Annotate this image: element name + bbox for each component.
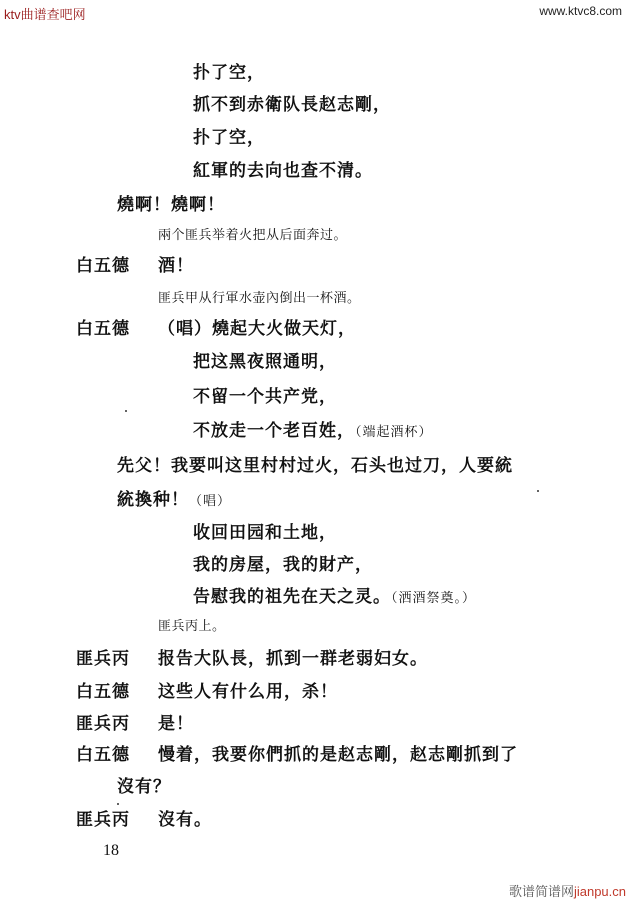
line-text: 先父！我要叫这里村村过火，石头也过刀，人要統 — [117, 456, 513, 476]
script-line — [193, 550, 373, 575]
script-line — [193, 90, 391, 115]
dialogue-line — [76, 677, 338, 702]
stage-direction — [158, 224, 347, 243]
line-text: 扑了空， — [193, 63, 265, 83]
line-text: 扑了空， — [193, 128, 265, 148]
script-line — [117, 772, 171, 797]
script-line — [193, 347, 337, 372]
script-line — [193, 582, 476, 607]
line-text: 我的房屋，我的財产， — [193, 555, 373, 575]
line-text: 告慰我的祖先在天之灵。 — [193, 587, 391, 607]
watermark-bottom-right — [509, 881, 626, 900]
stage-direction — [158, 287, 361, 306]
speaker-name: 白五德 — [76, 256, 130, 276]
line-text: 不留一个共产党， — [193, 387, 337, 407]
line-text: 不放走一个老百姓， — [193, 421, 355, 441]
line-text: 匪兵甲从行軍水壶內倒出一杯酒。 — [158, 291, 361, 306]
watermark-bottom-right-domain: jianpu.cn — [573, 884, 626, 899]
line-text: 沒有？ — [117, 777, 171, 797]
line-text: 酒！ — [158, 256, 194, 276]
speaker-name: 白五德 — [76, 745, 130, 765]
line-text: 燒啊！燒啊！ — [117, 195, 225, 215]
script-line — [193, 382, 337, 407]
dialogue-line — [76, 314, 356, 339]
line-text: 兩个匪兵举着火把从后面奔过。 — [158, 228, 348, 243]
dialogue-line — [76, 644, 428, 669]
speaker-name: 匪兵丙 — [76, 649, 130, 669]
scan-speck — [537, 490, 539, 492]
speaker-name: 匪兵丙 — [76, 810, 130, 830]
scan-speck — [125, 410, 127, 412]
line-text: 把这黑夜照通明， — [193, 352, 337, 372]
script-line — [117, 451, 513, 476]
line-text: 抓不到赤衛队長赵志剛， — [193, 95, 391, 115]
script-line — [193, 518, 337, 543]
speaker-name: 白五德 — [76, 319, 130, 339]
line-text: （唱）燒起大火做天灯， — [158, 319, 356, 339]
script-line — [193, 416, 433, 441]
line-text: 統換种！ — [117, 490, 189, 510]
line-text: 这些人有什么用，杀！ — [158, 682, 338, 702]
page-number: 18 — [103, 842, 119, 859]
watermark-top-left: ktv曲谱查吧网 — [4, 7, 86, 22]
line-text: 沒有。 — [158, 810, 212, 830]
line-text: 收回田园和土地， — [193, 523, 337, 543]
speaker-name: 匪兵丙 — [76, 714, 130, 734]
line-text: 匪兵丙上。 — [158, 619, 226, 634]
dialogue-line — [76, 251, 194, 276]
stage-note: （端起酒杯） — [355, 425, 433, 440]
line-text: 报告大队長，抓到一群老弱妇女。 — [158, 649, 428, 669]
watermark-bottom-right-text: 歌谱简谱网 — [508, 884, 574, 899]
script-line — [117, 190, 225, 215]
script-line — [193, 58, 265, 83]
script-line — [193, 123, 265, 148]
dialogue-line — [76, 740, 518, 765]
stage-note: （洒酒祭奠。） — [391, 591, 477, 606]
scan-speck — [117, 803, 119, 805]
dialogue-line — [76, 709, 194, 734]
script-line — [193, 156, 373, 181]
dialogue-line — [76, 805, 212, 830]
script-line — [117, 485, 231, 510]
stage-direction — [158, 615, 226, 634]
speaker-name: 白五德 — [76, 682, 130, 702]
stage-note: （唱） — [189, 494, 232, 509]
watermark-top-right: www.ktvc8.com — [539, 4, 622, 18]
line-text: 是！ — [158, 714, 194, 734]
line-text: 紅軍的去向也查不清。 — [193, 161, 373, 181]
line-text: 慢着，我要你們抓的是赵志剛，赵志剛抓到了 — [158, 745, 518, 765]
